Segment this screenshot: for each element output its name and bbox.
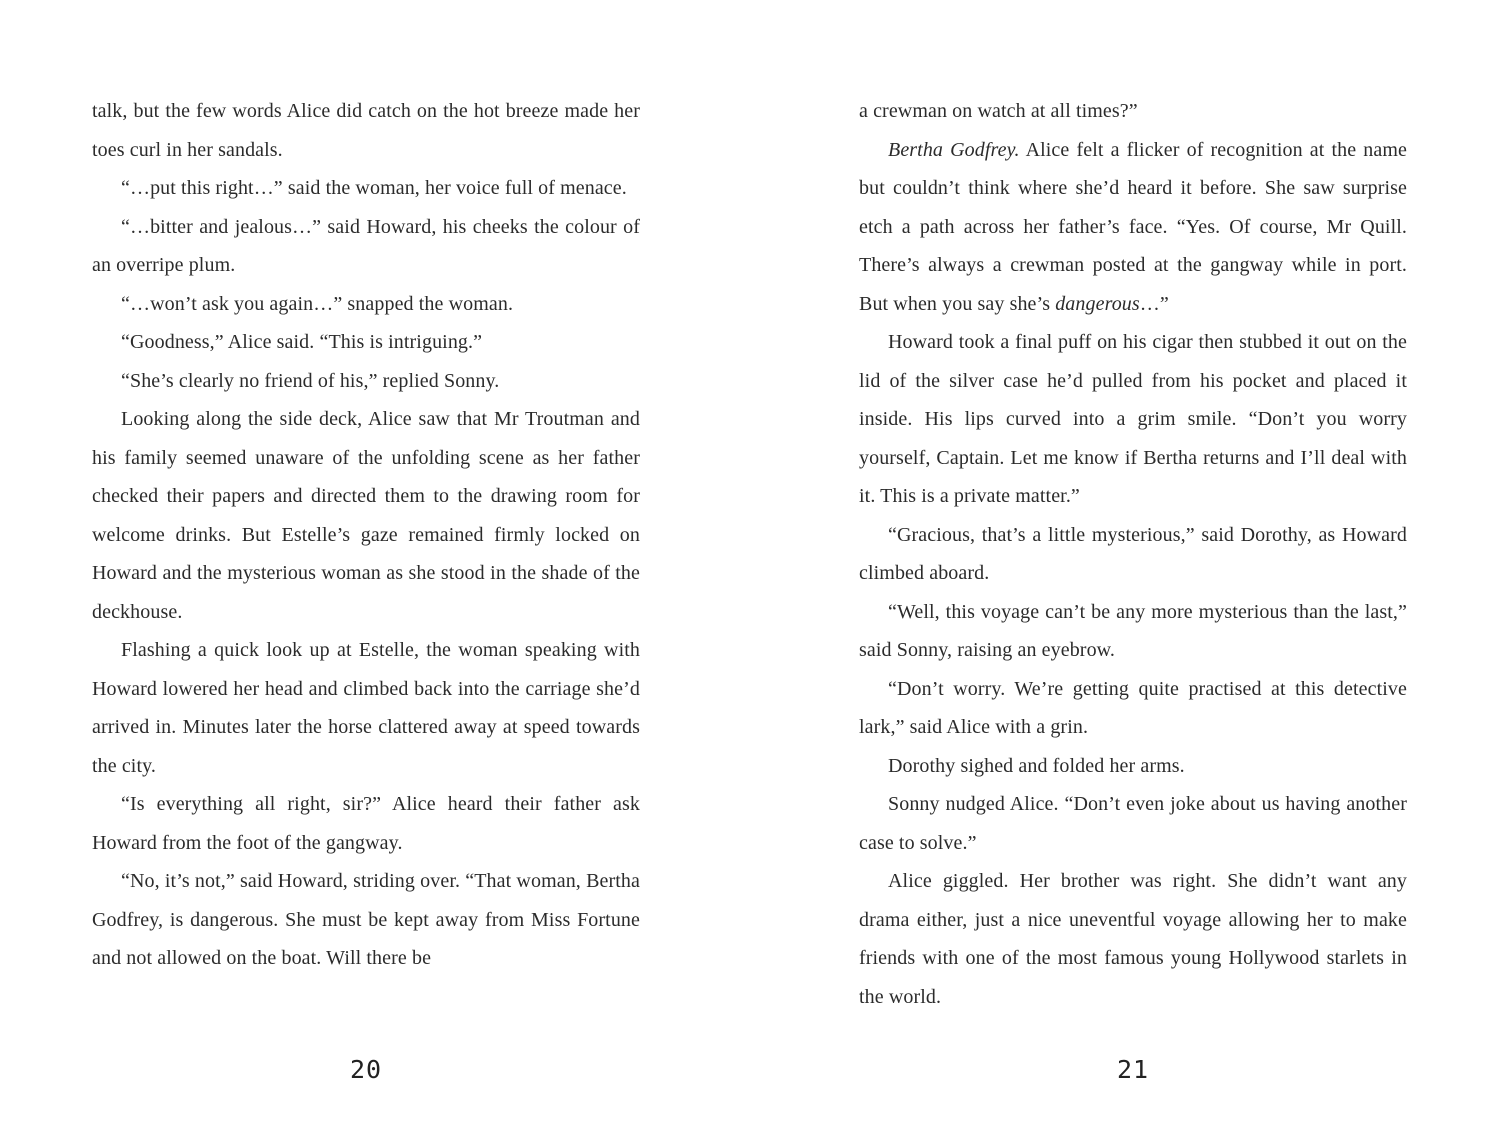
paragraph [92,862,640,978]
paragraph [859,516,1407,593]
paragraph [859,593,1407,670]
text-run: “Goodness,” Alice said. “This is intriguing.” [121,331,483,353]
paragraph [92,92,640,169]
text-run: …” [1139,292,1169,315]
paragraph [92,208,640,285]
paragraph [859,670,1407,747]
text-run: “Is everything all right, sir?” Alice heard their father ask Howard from the foot of the gangway. [92,793,640,854]
paragraph [859,862,1407,1016]
text-run: “She’s clearly no friend of his,” replied Sonny. [121,369,500,392]
text-run: “Don’t worry. We’re getting quite practised at this detective lark,” said Alice with a grin. [859,677,1407,738]
text-run: Sonny nudged Alice. “Don’t even joke about us having another case to solve.” [859,793,1407,854]
paragraph [859,131,1407,324]
right-page [859,92,1407,1016]
page-number-left: 20 [349,1055,383,1084]
paragraph [859,785,1407,862]
text-run: Dorothy sighed and folded her arms. [888,754,1185,777]
text-run: Flashing a quick look up at Estelle, the woman speaking with Howard lowered her head and climbed back into the carriage she’d arrived in. Minutes later the horse clattered away at speed towards the city. [92,639,640,777]
text-run: “Well, this voyage can’t be any more mysterious than the last,” said Sonny, raising an eyebrow. [859,600,1407,661]
paragraph [92,169,640,208]
text-run: Alice felt a flicker of recognition at the name but couldn’t think where she’d heard it before. She saw surprise etch a path across her father’s face. “Yes. Of course, Mr Quill. There’s always a crewman posted at the gangway while in port. But when you say she’s [859,138,1407,315]
italic-text: dangerous [1055,292,1140,315]
paragraph [92,285,640,324]
text-run: “No, it’s not,” said Howard, striding over. “That woman, Bertha Godfrey, is dangerous. She must be kept away from Miss Fortune and not allowed on the boat. Will there be [92,870,640,969]
text-run: Howard took a final puff on his cigar then stubbed it out on the lid of the silver case he’d pulled from his pocket and placed it inside. His lips curved into a grim smile. “Don’t you worry yourself, Captain. Let me know if Bertha returns and I’ll deal with it. This is a private matter.” [859,331,1407,507]
paragraph [859,747,1407,786]
text-run: Alice giggled. Her brother was right. She didn’t want any drama either, just a nice uneventful voyage allowing her to make friends with one of the most famous young Hollywood starlets in the world. [859,870,1407,1008]
paragraph [92,400,640,631]
text-run: Looking along the side deck, Alice saw that Mr Troutman and his family seemed unaware of the unfolding scene as her father checked their papers and directed them to the drawing room for welcome drinks. But Estelle’s gaze remained firmly locked on Howard and the mysterious woman as she stood in the shade of the deckhouse. [92,408,640,623]
page-number-right: 21 [1116,1055,1150,1084]
text-run: “…bitter and jealous…” said Howard, his cheeks the colour of an overripe plum. [92,215,640,276]
left-page [92,92,640,978]
paragraph [859,323,1407,516]
paragraph [859,92,1407,131]
text-run: “…won’t ask you again…” snapped the woman. [121,292,514,315]
text-run: “Gracious, that’s a little mysterious,” said Dorothy, as Howard climbed aboard. [859,523,1407,584]
paragraph [92,362,640,401]
paragraph [92,631,640,785]
text-run: “…put this right…” said the woman, her voice full of menace. [121,177,627,199]
paragraph [92,323,640,362]
text-run: a crewman on watch at all times?” [859,100,1138,122]
paragraph [92,785,640,862]
text-run: talk, but the few words Alice did catch on the hot breeze made her toes curl in her sandals. [92,100,640,161]
italic-text: Bertha Godfrey. [888,138,1020,161]
